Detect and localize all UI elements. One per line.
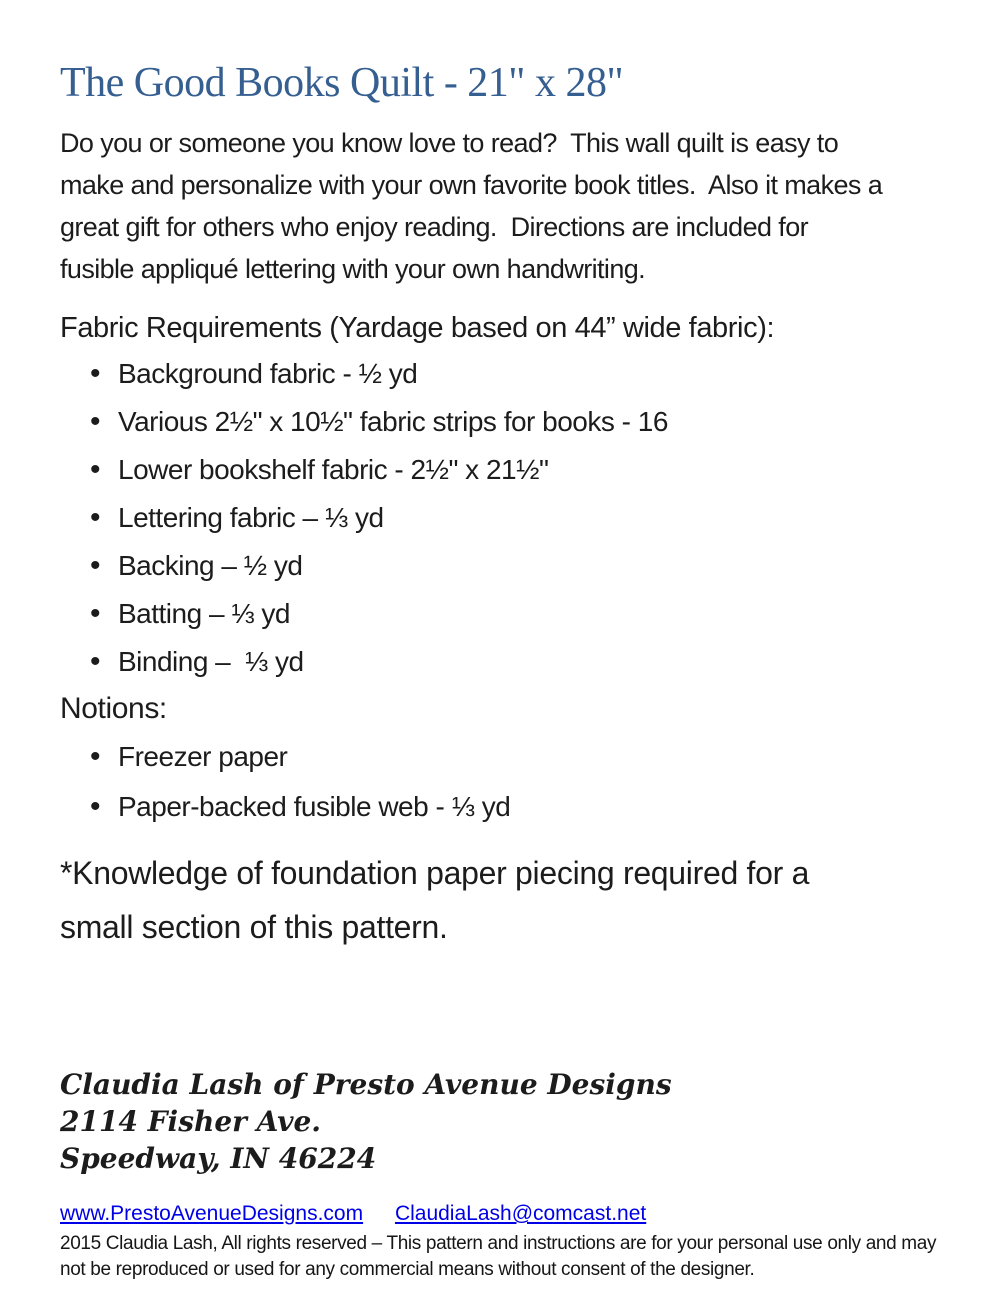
list-item: • Various 2½" x 10½" fabric strips for books - 16 bbox=[60, 398, 944, 446]
email-link[interactable]: ClaudiaLash@comcast.net bbox=[394, 1202, 647, 1225]
designer-street: 2114 Fisher Ave. bbox=[60, 1105, 322, 1138]
list-item: • Backing – ½ yd bbox=[60, 542, 944, 590]
note-line: *Knowledge of foundation paper piecing required for a bbox=[60, 855, 810, 891]
list-item: • Batting – ⅓ yd bbox=[60, 590, 944, 638]
intro-line: great gift for others who enjoy reading. Directions are included for bbox=[60, 212, 809, 242]
contact-links bbox=[60, 1201, 944, 1227]
list-item: • Background fabric - ½ yd bbox=[60, 350, 944, 398]
notions-list bbox=[60, 732, 944, 832]
list-item: • Lettering fabric – ⅓ yd bbox=[60, 494, 944, 542]
copyright-line: not be reproduced or used for any commercial means without consent of the designer. bbox=[60, 1259, 755, 1280]
list-item: • Paper-backed fusible web - ⅓ yd bbox=[60, 782, 944, 832]
list-item: • Freezer paper bbox=[60, 732, 944, 782]
list-item: • Lower bookshelf fabric - 2½" x 21½" bbox=[60, 446, 944, 494]
designer-name: Claudia Lash of Presto Avenue Designs bbox=[60, 1068, 672, 1101]
intro-line: make and personalize with your own favorite book titles. Also it makes a bbox=[60, 170, 883, 200]
copyright-notice bbox=[60, 1231, 944, 1283]
note-line: small section of this pattern. bbox=[60, 909, 448, 945]
intro-line: fusible appliqué lettering with your own handwriting. bbox=[60, 254, 646, 284]
notions-heading: Notions: bbox=[60, 692, 167, 725]
fabric-requirements-list bbox=[60, 350, 944, 686]
designer-contact-block bbox=[60, 1066, 944, 1177]
page-title: The Good Books Quilt - 21" x 28" bbox=[60, 60, 624, 106]
paper-piecing-note bbox=[60, 846, 944, 954]
list-item: • Binding – ⅓ yd bbox=[60, 638, 944, 686]
fabric-requirements-heading: Fabric Requirements (Yardage based on 44” wide fabric): bbox=[60, 312, 775, 344]
website-link[interactable]: www.PrestoAvenueDesigns.com bbox=[60, 1202, 364, 1225]
copyright-line: 2015 Claudia Lash, All rights reserved – This pattern and instructions are for your personal use only and may bbox=[60, 1233, 937, 1254]
designer-city: Speedway, IN 46224 bbox=[60, 1142, 377, 1175]
intro-line: Do you or someone you know love to read? This wall quilt is easy to bbox=[60, 128, 839, 158]
intro-paragraph bbox=[60, 122, 944, 290]
